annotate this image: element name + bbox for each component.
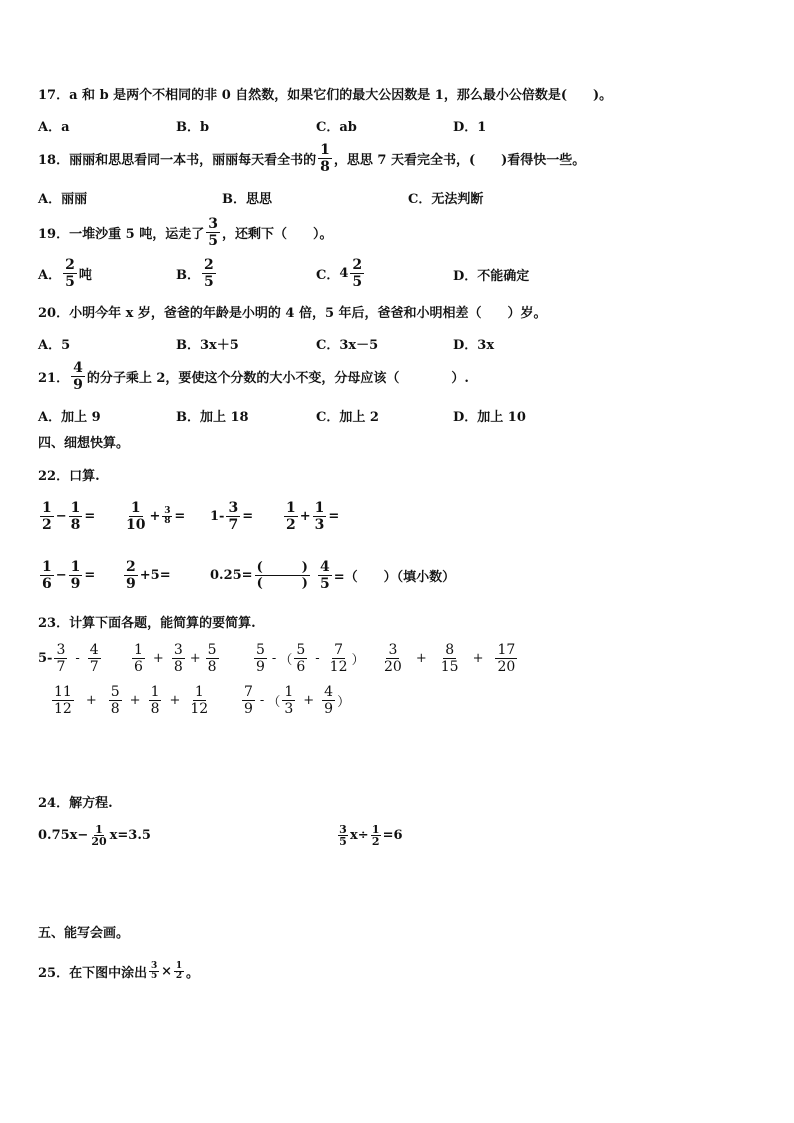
q19-stem-a: 19．一堆沙重 5 吨，运走了 — [38, 226, 205, 242]
q22-expr-7: 0.25= $\frac{( )}{( )}$ — [210, 559, 308, 591]
q21-stem: 21． $\frac{4}{9}$ 的分子乘上 2，要使这个分数的大小不变，分母应该（ ）. — [38, 359, 469, 393]
q18-stem — [38, 140, 585, 176]
q21-option-d: D．加上 10 — [453, 410, 526, 425]
q17-option-a: A．a — [38, 120, 70, 135]
section-4-heading: 四、细想快算。 — [38, 436, 130, 451]
q24-equation-2: $\frac{3}{5}$ x÷ $\frac{1}{2}$ =6 — [339, 822, 403, 848]
q18-stem-a: 18．丽丽和思思看同一本书，丽丽每天看全书的 — [38, 152, 317, 168]
q21-option-b: B．加上 18 — [176, 410, 249, 425]
q22-expr-2: $\frac{1}{10}$ + $\frac{3}{8}$ = — [126, 499, 186, 533]
q23-expr-4: $\frac{3}{20}$ + $\frac{8}{15}$ + $\frac{17}{20}$ — [384, 641, 516, 675]
q18-option-c: C．无法判断 — [408, 192, 484, 207]
q22-expr-3: 1- $\frac{3}{7}$ = — [210, 499, 254, 533]
q19-option-a: A． $\frac{2}{5}$ 吨 — [38, 256, 92, 290]
q21-option-a: A．加上 9 — [38, 410, 101, 425]
q22-expr-8: $\frac{4}{5}$ =（ ）（填小数） — [320, 558, 456, 592]
q23-expr-3: $\frac{5}{9}$ - （ $\frac{5}{6}$ - $\frac{7}{12}$ ） — [256, 641, 365, 675]
q23-expr-1: 5- $\frac{3}{7}$ - $\frac{4}{7}$ — [38, 641, 99, 675]
q23-expr-5: $\frac{11}{12}$ + $\frac{5}{8}$ + $\frac{1}{8}$ + $\frac{1}{12}$ — [54, 683, 209, 717]
q20-stem: 20．小明今年 x 岁，爸爸的年龄是小明的 4 倍，5 年后，爸爸和小明相差（ ）岁。 — [38, 306, 547, 321]
q22-title: 22．口算. — [38, 469, 100, 484]
q23-expr-2: $\frac{1}{6}$ + $\frac{3}{8}$ + $\frac{5}{8}$ — [134, 641, 217, 675]
q19-option-c: C． 4 $\frac{2}{5}$ — [316, 256, 363, 290]
q20-option-c: C．3x－5 — [316, 338, 379, 353]
q22-expr-5: $\frac{1}{6}$ − $\frac{1}{9}$ = — [42, 558, 96, 592]
q24-equation-1: 0.75x− $\frac{1}{20}$ x=3.5 — [38, 822, 151, 848]
q22-expr-6: $\frac{2}{9}$ + 5= — [126, 558, 171, 592]
q21-option-c: C．加上 2 — [316, 410, 379, 425]
q18-fraction: $\frac{1}{8}$ — [320, 141, 330, 175]
q25-stem: 25．在下图中涂出 $\frac{3}{5}$ × $\frac{1}{2}$ 。 — [38, 960, 200, 981]
q18-option-b: B．思思 — [222, 192, 272, 207]
q22-expr-1: $\frac{1}{2}$ − $\frac{1}{8}$ = — [42, 499, 96, 533]
q17-stem: 17．a 和 b 是两个不相同的非 0 自然数，如果它们的最大公因数是 1，那么最小公倍数是( )。 — [38, 88, 613, 103]
q20-option-d: D．3x — [453, 338, 495, 353]
q23-title: 23．计算下面各题，能简算的要简算. — [38, 616, 256, 631]
q21-fraction: $\frac{4}{9}$ — [73, 359, 83, 393]
q17-option-b: B．b — [176, 120, 210, 135]
section-5-heading: 五、能写会画。 — [38, 926, 130, 941]
q17-option-d: D．1 — [453, 120, 487, 135]
q19-fraction: $\frac{3}{5}$ — [208, 215, 218, 249]
q23-expr-6: $\frac{7}{9}$ - （ $\frac{1}{3}$ + $\frac{4}{9}$ ） — [244, 683, 351, 717]
q19-stem — [38, 214, 332, 250]
q24-title: 24．解方程. — [38, 796, 113, 811]
q18-option-a: A．丽丽 — [38, 192, 88, 207]
q22-expr-4: $\frac{1}{2}$ + $\frac{1}{3}$ = — [286, 499, 340, 533]
q19-option-b: B． $\frac{2}{5}$ — [176, 256, 214, 290]
q17-option-c: C．ab — [316, 120, 357, 135]
q20-option-a: A．5 — [38, 338, 71, 353]
q18-stem-b: ，思思 7 天看完全书，( )看得快一些。 — [333, 152, 586, 168]
q20-option-b: B．3x＋5 — [176, 338, 239, 353]
q19-stem-b: ，还剩下（ ）。 — [221, 226, 333, 242]
q19-option-d: D．不能确定 — [453, 269, 530, 284]
